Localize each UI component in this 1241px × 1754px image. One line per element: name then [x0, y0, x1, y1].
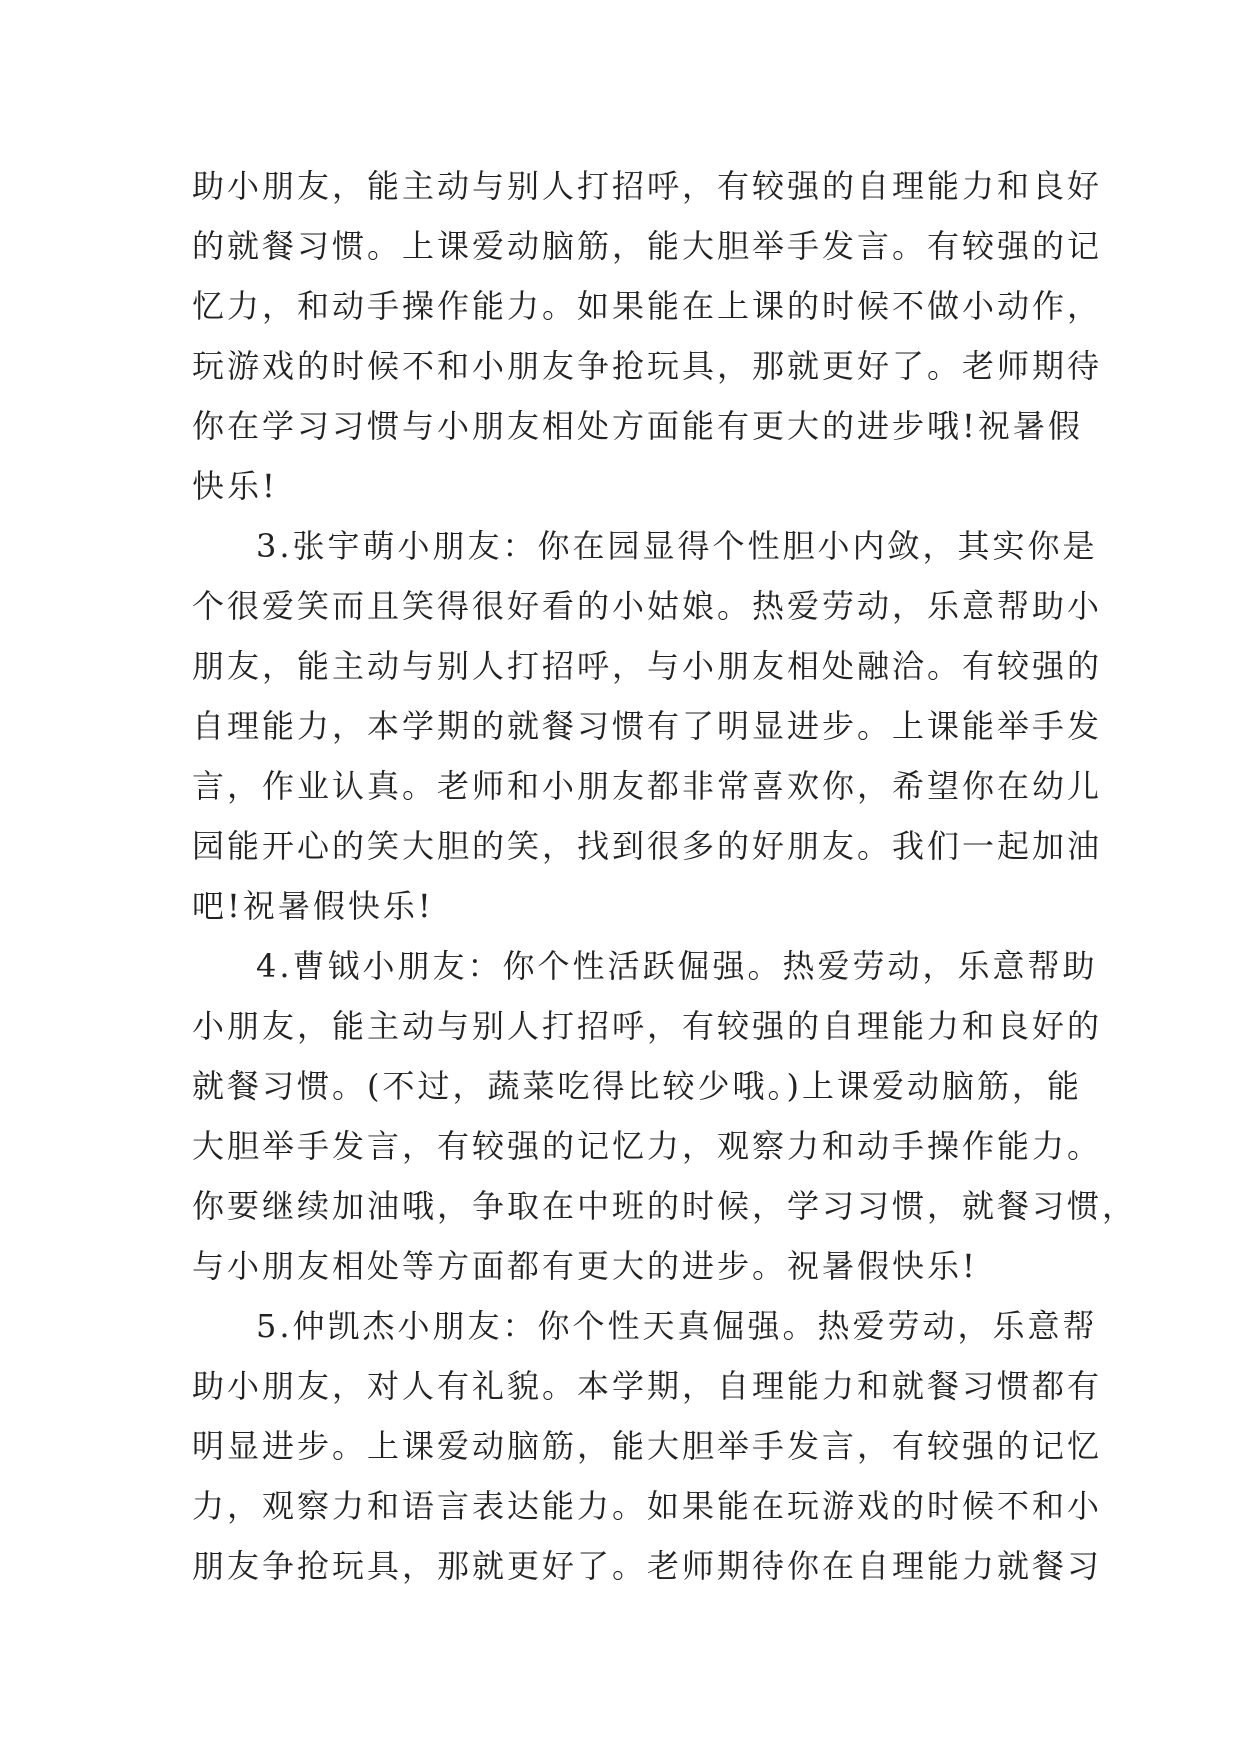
text-line: 你要继续加油哦，争取在中班的时候，学习习惯，就餐习惯， [192, 1187, 1138, 1225]
text-line: 你在学习习惯与小朋友相处方面能有更大的进步哦!祝暑假 [192, 407, 1083, 445]
text-line: 快乐! [192, 467, 278, 505]
text-line: 3.张宇萌小朋友：你在园显得个性胆小内敛，其实你是 [256, 527, 1098, 565]
text-line: 小朋友，能主动与别人打招呼，有较强的自理能力和良好的 [192, 1007, 1103, 1045]
text-line: 朋友，能主动与别人打招呼，与小朋友相处融洽。有较强的 [192, 647, 1103, 685]
text-line: 玩游戏的时候不和小朋友争抢玩具，那就更好了。老师期待 [192, 347, 1103, 385]
text-line: 个很爱笑而且笑得很好看的小姑娘。热爱劳动，乐意帮助小 [192, 587, 1103, 625]
text-line: 助小朋友，对人有礼貌。本学期，自理能力和就餐习惯都有 [192, 1367, 1103, 1405]
text-line: 5.仲凯杰小朋友：你个性天真倔强。热爱劳动，乐意帮 [256, 1307, 1098, 1345]
text-line: 大胆举手发言，有较强的记忆力，观察力和动手操作能力。 [192, 1127, 1103, 1165]
document-body [192, 156, 1138, 1596]
text-line: 自理能力，本学期的就餐习惯有了明显进步。上课能举手发 [192, 707, 1103, 745]
text-line: 4.曹钺小朋友：你个性活跃倔强。热爱劳动，乐意帮助 [256, 947, 1098, 985]
text-line: 朋友争抢玩具，那就更好了。老师期待你在自理能力就餐习 [192, 1547, 1103, 1585]
text-line: 与小朋友相处等方面都有更大的进步。祝暑假快乐! [192, 1247, 978, 1285]
text-line: 的就餐习惯。上课爱动脑筋，能大胆举手发言。有较强的记 [192, 227, 1103, 265]
text-line: 助小朋友，能主动与别人打招呼，有较强的自理能力和良好 [192, 167, 1103, 205]
text-line: 明显进步。上课爱动脑筋，能大胆举手发言，有较强的记忆 [192, 1427, 1103, 1465]
text-line: 忆力，和动手操作能力。如果能在上课的时候不做小动作， [192, 287, 1103, 325]
text-line: 园能开心的笑大胆的笑，找到很多的好朋友。我们一起加油 [192, 827, 1103, 865]
text-line: 言，作业认真。老师和小朋友都非常喜欢你，希望你在幼儿 [192, 767, 1103, 805]
text-line: 吧!祝暑假快乐! [192, 887, 434, 925]
text-line: 就餐习惯。(不过，蔬菜吃得比较少哦。)上课爱动脑筋，能 [192, 1067, 1082, 1105]
text-line: 力，观察力和语言表达能力。如果能在玩游戏的时候不和小 [192, 1487, 1103, 1525]
